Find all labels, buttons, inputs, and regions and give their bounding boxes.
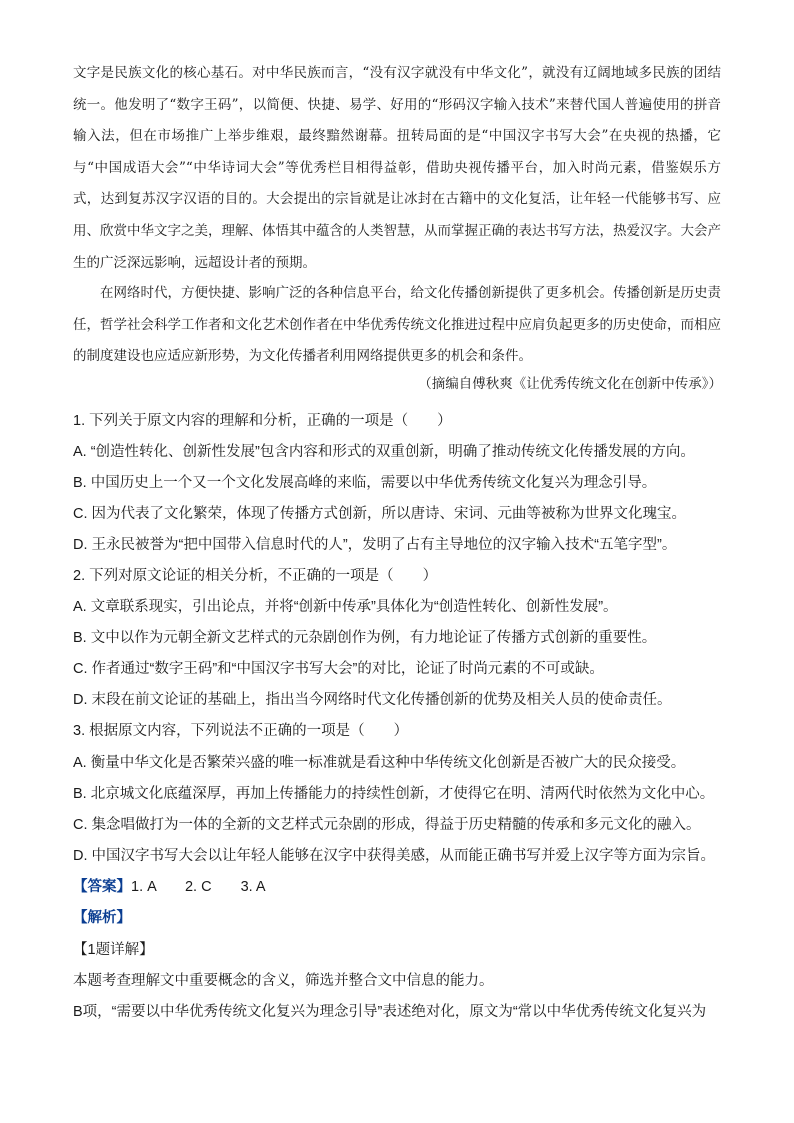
question-3-option-a: A. 衡量中华文化是否繁荣兴盛的唯一标准就是看这种中华传统文化创新是否被广大的民众接受。 <box>73 755 686 771</box>
question-2-option-c: C. 作者通过“数字王码”和“中国汉字书写大会”的对比，论证了时尚元素的不可或缺。 <box>73 661 604 677</box>
answer-tag: 【答案】 <box>73 879 131 895</box>
detail-line <box>73 940 723 960</box>
analysis-text-1: 本题考查理解文中重要概念的含义，筛选并整合文中信息的能力。 <box>73 973 494 989</box>
question-3-stem: 3. 根据原文内容，下列说法不正确的一项是（ ） <box>73 723 409 739</box>
question-1-detail-tag: 【1题详解】 <box>73 942 154 958</box>
passage-paragraph-2: 在网络时代，方便快捷、影响广泛的各种信息平台，给文化传播创新提供了更多机会。传播创新是历史责任，哲学社会科学工作者和文化艺术创作者在中华优秀传统文化推进过程中应肩负起更多的历史使命，而相应的制度建设也应适应新形势，为文化传播者利用网络提供更多的机会和条件。 <box>73 285 721 365</box>
question-2-option-d: D. 末段在前文论证的基础上，指出当今网络时代文化传播创新的优势及相关人员的使命责任。 <box>73 692 672 708</box>
question-2-option-a: A. 文章联系现实，引出论点，并将“创新中传承”具体化为“创造性转化、创新性发展”。 <box>73 599 618 615</box>
analysis-tag: 【解析】 <box>73 910 131 926</box>
answer-line <box>73 877 723 897</box>
answer-values: 1. A 2. C 3. A <box>131 879 266 895</box>
passage-paragraph-1: 文字是民族文化的核心基石。对中华民族而言，“没有汉字就没有中华文化”，就没有辽阔地域多民族的团结统一。他发明了“数字王码”，以简便、快捷、易学、好用的“形码汉字输入技术”来替代国人普遍使用的拼音输入法，但在市场推广上举步维艰，最终黯然谢幕。扭转局面的是“中国汉字书写大会”在央视的热播，它与“中国成语大会”“中华诗词大会”等优秀栏目相得益彰，借助央视传播平台，加入时尚元素，借鉴娱乐方式，达到复苏汉字汉语的目的。大会提出的宗旨就是让冰封在古籍中的文化复活，让年轻一代能够书写、应用、欣赏中华文字之美，理解、体悟其中蕴含的人类智慧，从而掌握正确的表达书写方法，热爱汉字。大会产生的广泛深远影响，远超设计者的预期。 <box>73 65 721 271</box>
passage-source: （摘编自傅秋爽《让优秀传统文化在创新中传承》） <box>418 376 722 392</box>
question-3-option-d: D. 中国汉字书写大会以让年轻人能够在汉字中获得美感，从而能正确书写并爱上汉字等方面为宗旨。 <box>73 848 716 864</box>
analysis-line <box>73 908 723 928</box>
question-1-option-d: D. 王永民被誉为“把中国带入信息时代的人”，发明了占有主导地位的汉字输入技术“五笔字型”。 <box>73 537 677 553</box>
question-1-option-c: C. 因为代表了文化繁荣，体现了传播方式创新，所以唐诗、宋词、元曲等被称为世界文化瑰宝。 <box>73 506 687 522</box>
question-3-option-b: B. 北京城文化底蕴深厚，再加上传播能力的持续性创新，才使得它在明、清两代时依然为文化中心。 <box>73 786 715 802</box>
analysis-text-2: B项，“需要以中华优秀传统文化复兴为理念引导”表述绝对化，原文为“常以中华优秀传统文化复兴为 <box>73 1004 707 1020</box>
question-1-option-a: A. “创造性转化、创新性发展”包含内容和形式的双重创新，明确了推动传统文化传播发展的方向。 <box>73 444 695 460</box>
question-2-option-b: B. 文中以作为元朝全新文艺样式的元杂剧创作为例，有力地论证了传播方式创新的重要性。 <box>73 630 657 646</box>
question-1-option-b: B. 中国历史上一个又一个文化发展高峰的来临，需要以中华优秀传统文化复兴为理念引导。 <box>73 475 657 491</box>
question-1-stem: 1. 下列关于原文内容的理解和分析，正确的一项是（ ） <box>73 413 452 429</box>
question-3-option-c: C. 集念唱做打为一体的全新的文艺样式元杂剧的形成，得益于历史精髓的传承和多元文化的融入。 <box>73 817 701 833</box>
question-2-stem: 2. 下列对原文论证的相关分析，不正确的一项是（ ） <box>73 568 438 584</box>
